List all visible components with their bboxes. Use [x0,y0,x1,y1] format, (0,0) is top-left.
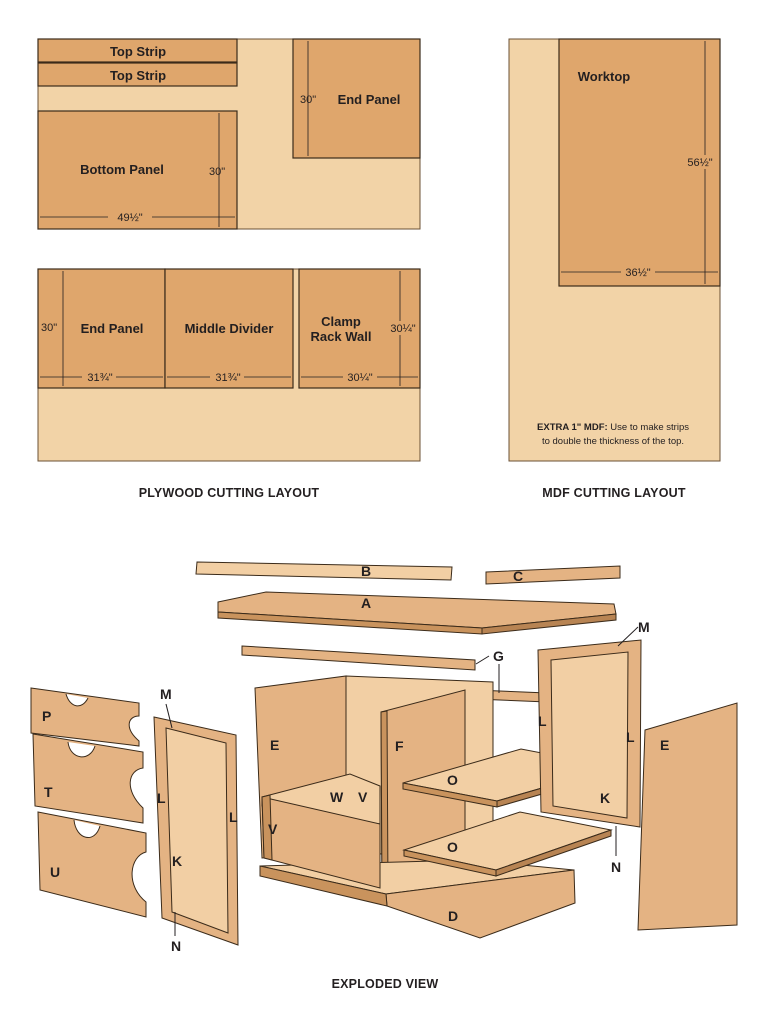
bottom-panel-width: 49½" [117,212,143,224]
exploded-view-caption: EXPLODED VIEW [331,977,439,991]
part-b-strip [196,562,452,580]
part-l4-label: L [626,729,635,745]
mdf-note-line-1: EXTRA 1" MDF: Use to make strips [537,422,689,433]
middle-divider-label: Middle Divider [184,321,274,336]
plywood-cutting-layout [38,39,420,500]
top-strip-1-label: Top Strip [109,44,167,59]
bottom-panel-height: 30" [209,166,226,178]
part-m2-label: M [638,619,650,635]
mdf-note-line-2: to double the thickness of the top. [541,436,685,447]
clamp-rack-wall-label-1: Clamp [321,314,361,329]
part-n2-label: N [611,859,622,875]
part-k1-label: K [172,853,183,869]
part-e-right-end [638,703,737,930]
mdf-cutting-layout [509,39,720,500]
end-panel-1-label: End Panel [337,92,401,107]
clamp-rack-wall-height: 30¼" [390,323,416,335]
part-g-strip [242,646,475,670]
part-f-label: F [395,738,404,754]
bottom-panel-label: Bottom Panel [80,162,164,177]
top-strip-2-label: Top Strip [109,68,167,83]
part-p-label: P [42,708,52,724]
clamp-rack-wall-width: 30¼" [347,372,373,384]
part-v2-label: V [268,821,278,837]
part-o1-label: O [447,772,458,788]
part-m1-label: M [160,686,172,702]
plywood-caption: PLYWOOD CUTTING LAYOUT [138,486,320,500]
part-g-label: G [493,648,504,664]
exploded-view [31,562,737,991]
part-w-label: W [330,789,344,805]
part-a-label: A [360,595,372,611]
end-panel-2-width: 31¾" [87,372,113,384]
worktop-height: 56½" [687,157,713,169]
part-e1-label: E [270,737,280,753]
part-l2-label: L [229,809,238,825]
part-k-left-panel [166,728,228,933]
part-n1-label: N [171,938,182,954]
end-panel-2-label: End Panel [80,321,144,336]
end-panel-1-dimension: 30" [300,94,317,106]
part-d-label: D [448,908,459,924]
part-u-label: U [50,864,61,880]
part-k-right-panel [551,652,628,818]
worktop-width: 36½" [625,267,651,279]
part-k2-label: K [600,790,611,806]
end-panel-2-height: 30" [41,322,58,334]
part-b-label: B [360,563,372,579]
part-o2-label: O [447,839,458,855]
part-l1-label: L [157,790,166,806]
worktop-label: Worktop [577,69,631,84]
part-l3-label: L [538,713,547,729]
mdf-caption: MDF CUTTING LAYOUT [542,486,686,500]
middle-divider-width: 31¾" [215,372,241,384]
clamp-rack-wall-label-2: Rack Wall [310,329,372,344]
part-c-label: C [512,568,524,584]
part-t-label: T [44,784,53,800]
part-c-strip [486,566,620,584]
part-e2-label: E [660,737,670,753]
part-v1-label: V [358,789,368,805]
